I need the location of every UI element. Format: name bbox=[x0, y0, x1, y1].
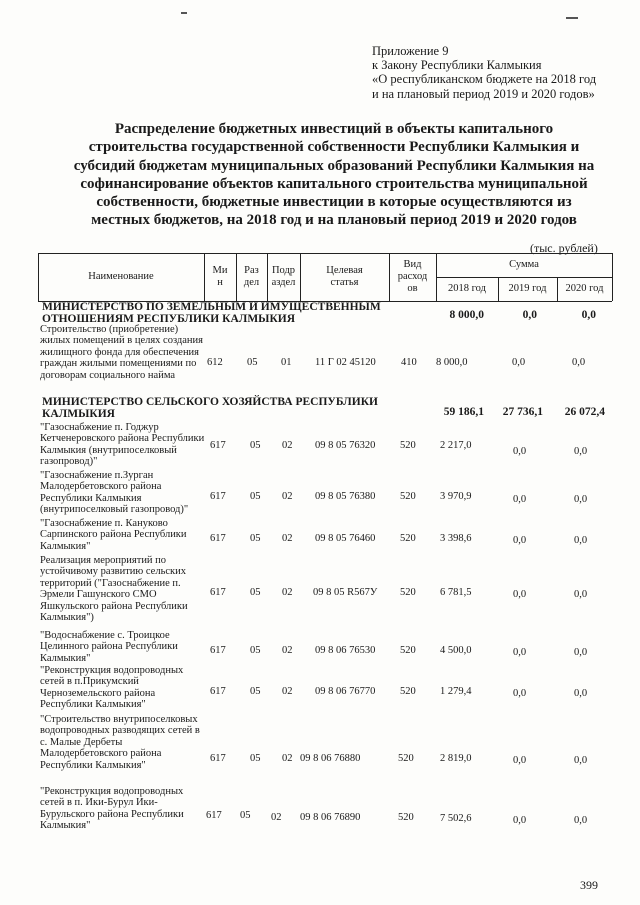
row-razdel: 05 bbox=[250, 587, 261, 598]
row-2020: 0,0 bbox=[572, 357, 586, 368]
row-name: Строительство (приобретение) жилых помещений в целях создания жилищного фонда для обеспечения граждан жилыми помещениями по договорам социального найма bbox=[40, 324, 203, 381]
row-2019: 0,0 bbox=[513, 494, 527, 505]
row-min: 617 bbox=[210, 440, 226, 451]
row-podrazdel: 02 bbox=[282, 440, 293, 451]
row-name: "Газоснабжение п.Зурган Малодербетовского района Республики Калмыкия (внутрипоселковый газопровод)" bbox=[40, 470, 189, 516]
row-2019: 0,0 bbox=[512, 357, 526, 368]
title-line: строительства государственной собственности Республики Калмыкия и bbox=[88, 139, 580, 156]
row-razdel: 05 bbox=[250, 440, 261, 451]
page-number: 399 bbox=[580, 878, 598, 892]
row-podrazdel: 01 bbox=[281, 357, 292, 368]
section-sum-2019: 0,0 bbox=[522, 309, 537, 321]
row-vid: 520 bbox=[400, 645, 416, 656]
row-2019: 0,0 bbox=[513, 755, 527, 766]
scan-speck bbox=[566, 17, 578, 19]
header-razdel: Раз дел bbox=[243, 265, 260, 288]
units-label: (тыс. рублей) bbox=[530, 241, 598, 255]
section-sum-2020: 0,0 bbox=[581, 309, 596, 321]
header-sum: Сумма bbox=[509, 259, 539, 270]
row-2018: 6 781,5 bbox=[440, 587, 472, 598]
annex-line: Приложение 9 bbox=[372, 44, 449, 58]
row-target: 09 8 05 76460 bbox=[315, 533, 376, 544]
row-min: 617 bbox=[210, 753, 226, 764]
row-target: 09 8 05 R567У bbox=[313, 587, 378, 598]
row-vid: 520 bbox=[400, 587, 416, 598]
row-razdel: 05 bbox=[247, 357, 258, 368]
header-podrazdel: Подр аздел bbox=[271, 265, 296, 288]
row-razdel: 05 bbox=[250, 686, 261, 697]
row-razdel: 05 bbox=[250, 491, 261, 502]
row-razdel: 05 bbox=[240, 810, 251, 821]
row-target: 09 8 06 76880 bbox=[300, 753, 361, 764]
section-sum-2020: 26 072,4 bbox=[564, 406, 605, 418]
row-2019: 0,0 bbox=[513, 647, 527, 658]
row-2019: 0,0 bbox=[513, 815, 527, 826]
row-2020: 0,0 bbox=[574, 589, 588, 600]
row-vid: 520 bbox=[398, 812, 414, 823]
title-line: Распределение бюджетных инвестиций в объекты капитального bbox=[114, 121, 554, 137]
title-line: субсидий бюджетам муниципальных образований Республики Калмыкия на bbox=[73, 157, 595, 174]
row-podrazdel: 02 bbox=[271, 812, 282, 823]
row-name: "Газоснабжение п. Годжур Кетченеровского района Республики Калмыкия (внутрипоселковый газопровод)" bbox=[40, 422, 205, 468]
row-min: 617 bbox=[210, 645, 226, 656]
row-2020: 0,0 bbox=[574, 755, 588, 766]
row-vid: 520 bbox=[400, 686, 416, 697]
header-target: Целевая статья bbox=[326, 265, 363, 288]
row-podrazdel: 02 bbox=[282, 645, 293, 656]
row-2019: 0,0 bbox=[513, 446, 527, 457]
header-2019: 2019 год bbox=[508, 283, 547, 294]
title-line: софинансирование объектов капитального строительства муниципальной bbox=[80, 175, 588, 192]
row-podrazdel: 02 bbox=[282, 491, 293, 502]
row-podrazdel: 02 bbox=[282, 686, 293, 697]
row-2018: 2 217,0 bbox=[440, 440, 472, 451]
row-razdel: 05 bbox=[250, 645, 261, 656]
row-min: 617 bbox=[210, 686, 226, 697]
row-vid: 520 bbox=[400, 440, 416, 451]
scan-speck bbox=[181, 12, 187, 14]
row-vid: 520 bbox=[398, 753, 414, 764]
header-min: Ми н bbox=[212, 265, 228, 288]
row-name: Реализация мероприятий по устойчивому развитию сельских территорий ("Газоснабжение п. Эрмели Гашунского СМО Яшкульского района Республики Калмыкия") bbox=[40, 555, 188, 624]
row-2018: 7 502,6 bbox=[440, 813, 472, 824]
row-min: 617 bbox=[206, 810, 222, 821]
section-sum-2018: 8 000,0 bbox=[449, 309, 484, 321]
header-vid: Вид расход ов bbox=[397, 259, 428, 294]
row-2018: 8 000,0 bbox=[436, 357, 468, 368]
title-line: местных бюджетов, на 2018 год и на плановый период 2019 и 2020 годов bbox=[91, 212, 577, 229]
row-2020: 0,0 bbox=[574, 815, 588, 826]
row-vid: 410 bbox=[401, 357, 417, 368]
row-min: 617 bbox=[210, 491, 226, 502]
row-target: 09 8 06 76770 bbox=[315, 686, 376, 697]
row-2020: 0,0 bbox=[574, 647, 588, 658]
row-podrazdel: 02 bbox=[282, 753, 293, 764]
row-target: 09 8 06 76530 bbox=[315, 645, 376, 656]
row-2020: 0,0 bbox=[574, 688, 588, 699]
table-header bbox=[38, 253, 612, 301]
document-title bbox=[58, 120, 610, 230]
header-name: Наименование bbox=[88, 271, 154, 282]
section-sum-2019: 27 736,1 bbox=[502, 406, 543, 418]
row-target: 11 Г 02 45120 bbox=[315, 357, 376, 368]
row-name: "Водоснабжение с. Троицкое Целинного района Республики Калмыкия" bbox=[40, 630, 178, 664]
row-2020: 0,0 bbox=[574, 494, 588, 505]
row-razdel: 05 bbox=[250, 533, 261, 544]
row-vid: 520 bbox=[400, 491, 416, 502]
row-name: "Газоснабжение п. Кануково Сарпинского района Республики Калмыкия" bbox=[40, 518, 187, 552]
row-2020: 0,0 bbox=[574, 446, 588, 457]
row-2018: 3 398,6 bbox=[440, 533, 472, 544]
row-min: 617 bbox=[210, 533, 226, 544]
row-vid: 520 bbox=[400, 533, 416, 544]
header-2020: 2020 год bbox=[565, 283, 604, 294]
row-target: 09 8 05 76380 bbox=[315, 491, 376, 502]
row-name: "Реконструкция водопроводных сетей в п. Ики-Бурул Ики-Бурульского района Республики Калмыкия" bbox=[40, 786, 184, 832]
row-razdel: 05 bbox=[250, 753, 261, 764]
row-target: 09 8 05 76320 bbox=[315, 440, 376, 451]
row-2018: 2 819,0 bbox=[440, 753, 472, 764]
row-2018: 1 279,4 bbox=[440, 686, 472, 697]
row-2020: 0,0 bbox=[574, 535, 588, 546]
row-podrazdel: 02 bbox=[282, 533, 293, 544]
header-2018: 2018 год bbox=[448, 283, 486, 294]
row-2019: 0,0 bbox=[513, 688, 527, 699]
row-name: "Строительство внутрипоселковых водопроводных разводящих сетей в с. Малые Дербеты Малодербетовского района Республики Калмыкия" bbox=[40, 714, 200, 771]
section-title: МИНИСТЕРСТВО ПО ЗЕМЕЛЬНЫМ И ИМУЩЕСТВЕННЫМ ОТНОШЕНИЯМ РЕСПУБЛИКИ КАЛМЫКИЯ bbox=[42, 301, 381, 325]
row-min: 612 bbox=[207, 357, 223, 368]
row-2019: 0,0 bbox=[513, 535, 527, 546]
annex-line: «О республиканском бюджете на 2018 год bbox=[372, 72, 597, 86]
annex-line: к Закону Республики Калмыкия bbox=[372, 58, 542, 72]
row-2019: 0,0 bbox=[513, 589, 527, 600]
section-sum-2018: 59 186,1 bbox=[443, 406, 484, 418]
row-target: 09 8 06 76890 bbox=[300, 812, 361, 823]
annex-line: и на плановый период 2019 и 2020 годов» bbox=[372, 87, 595, 101]
section-title: МИНИСТЕРСТВО СЕЛЬСКОГО ХОЗЯЙСТВА РЕСПУБЛИКИ КАЛМЫКИЯ bbox=[42, 396, 378, 420]
title-line: собственности, бюджетные инвестиции в которые осуществляются из bbox=[96, 194, 572, 211]
row-2018: 3 970,9 bbox=[440, 491, 472, 502]
row-name: "Реконструкция водопроводных сетей в п.Прикумский Черноземельского района Республики Калмыкия" bbox=[40, 665, 184, 711]
row-2018: 4 500,0 bbox=[440, 645, 472, 656]
row-podrazdel: 02 bbox=[282, 587, 293, 598]
row-min: 617 bbox=[210, 587, 226, 598]
